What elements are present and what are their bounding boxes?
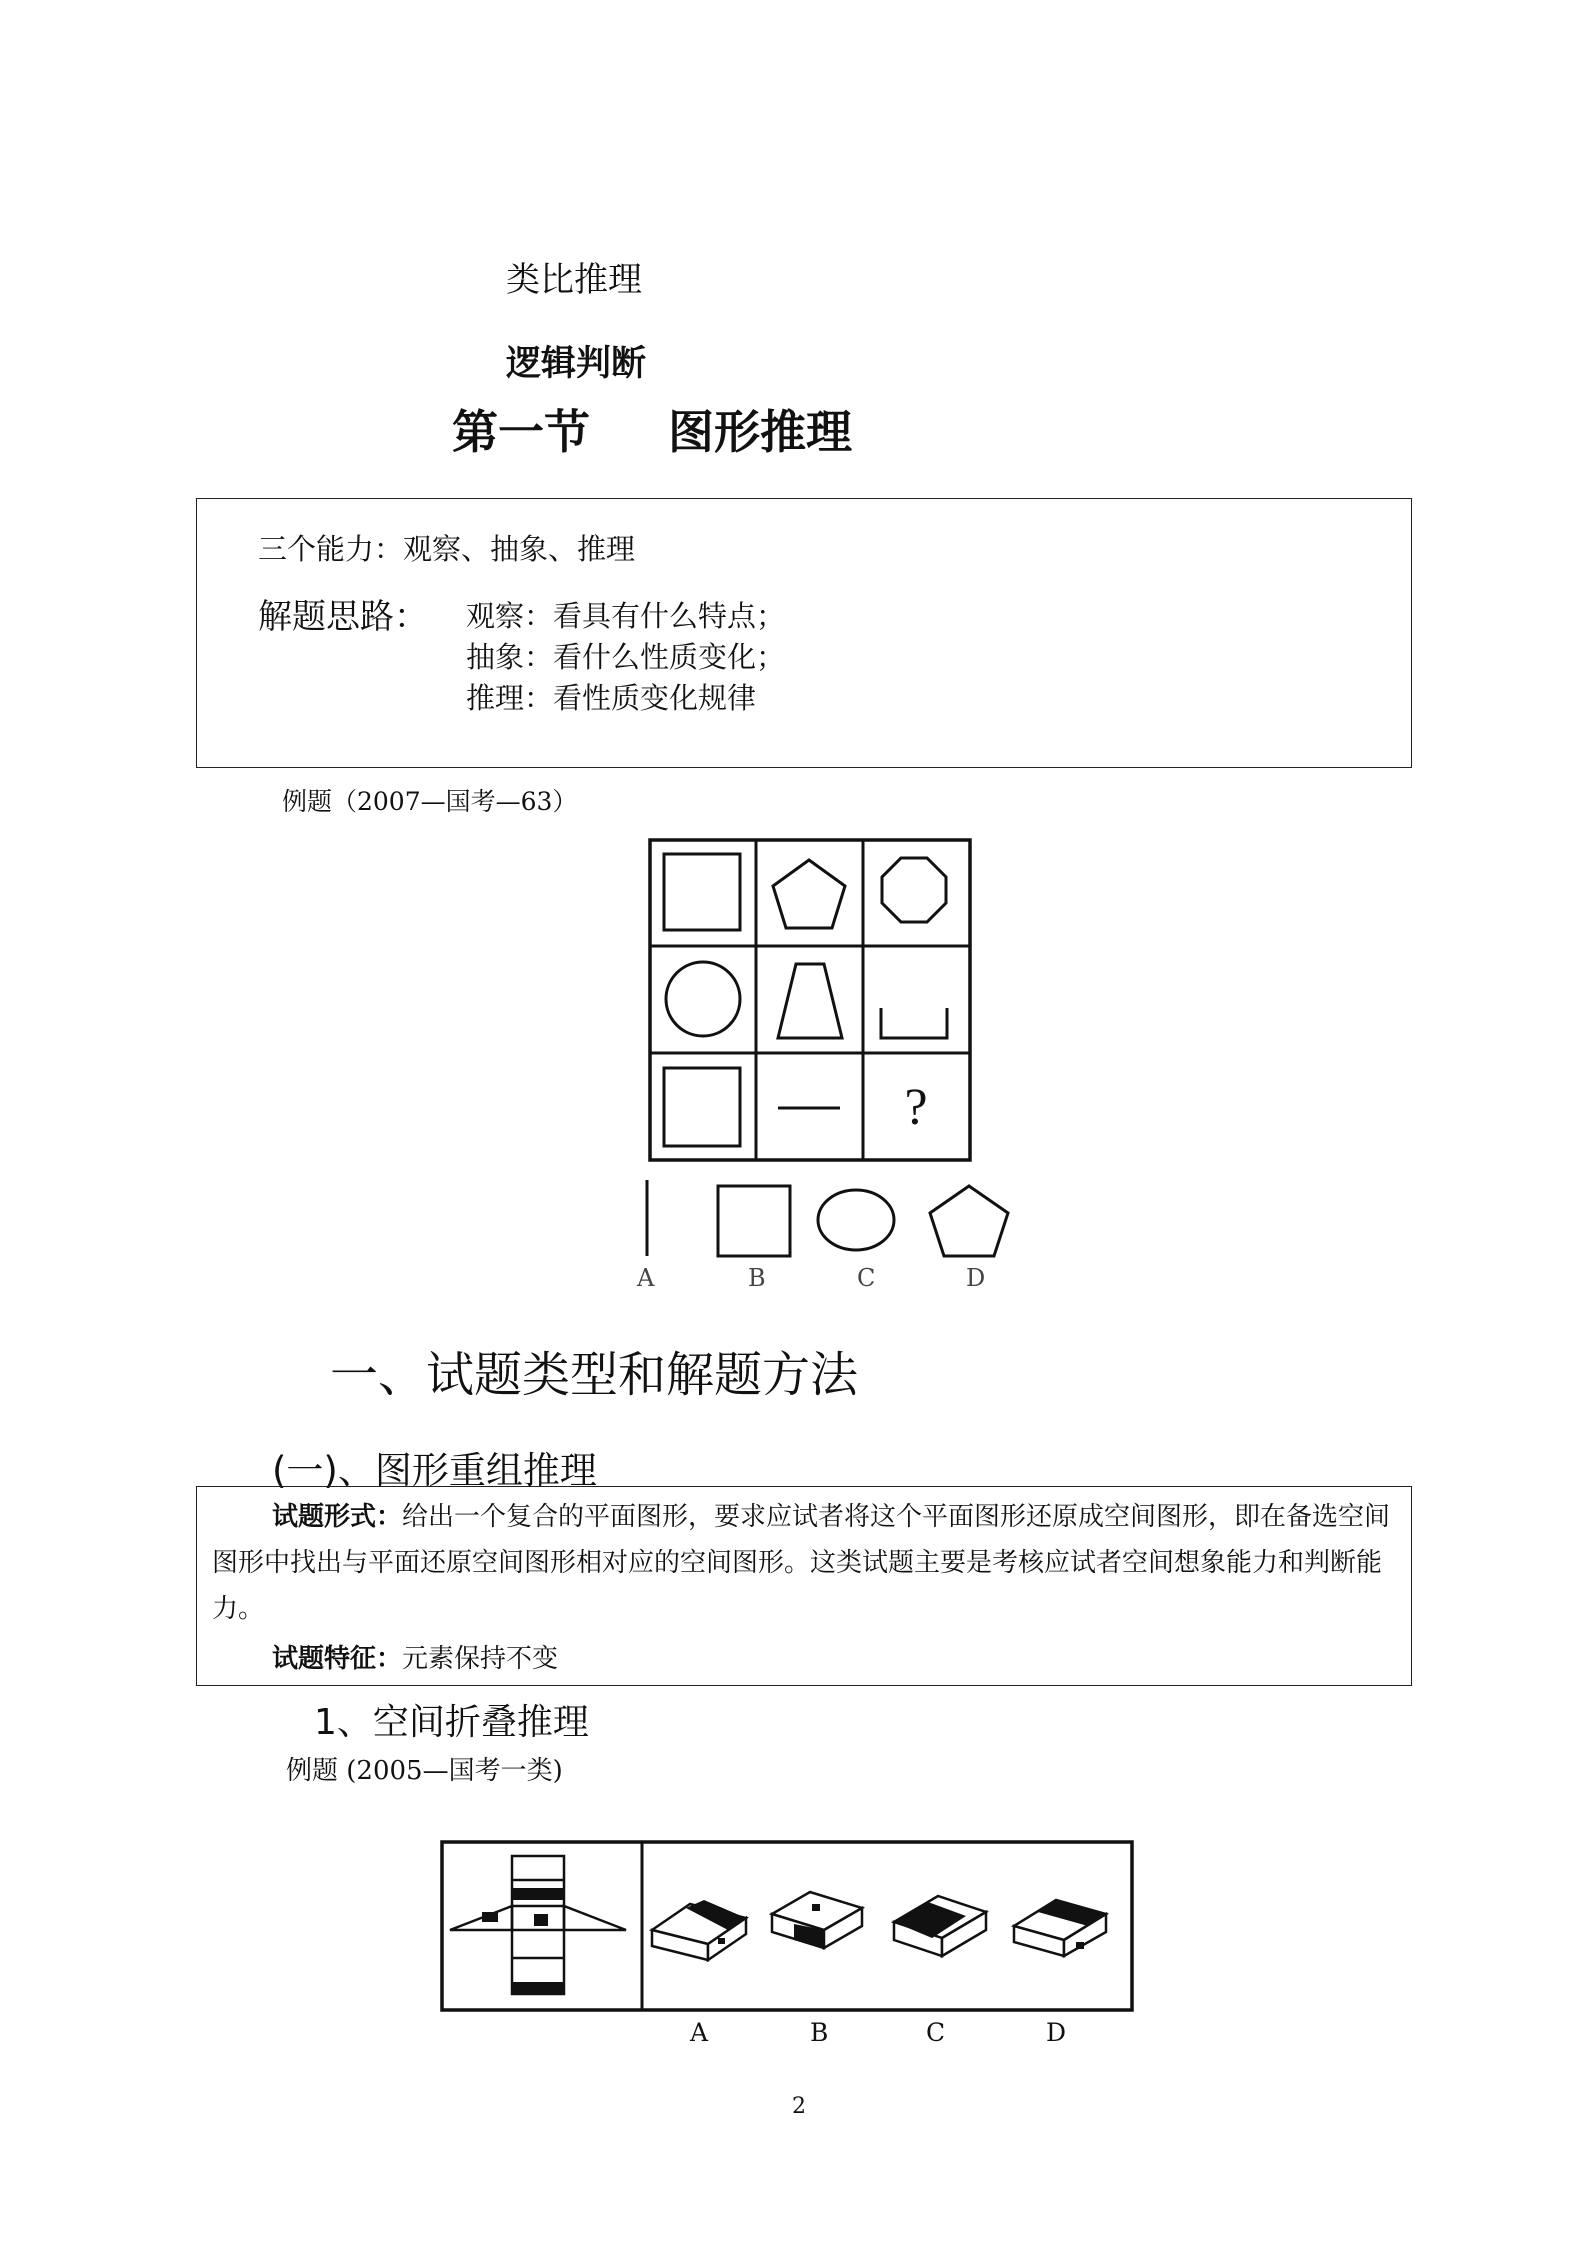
example1-caption: 例题（2007—国考—63） bbox=[282, 787, 578, 816]
form-text: 给出一个复合的平面图形，要求应试者将这个平面图形还原成空间图形，即在备选空间图形中找出与平面还原空间图形相对应的空间图形。这类试题主要是考核应试者空间想象能力和判断能力。 bbox=[212, 1502, 1391, 1624]
question-mark: ? bbox=[904, 1079, 928, 1136]
subtopic-heading: 类比推理 bbox=[506, 260, 642, 300]
example2-figure bbox=[442, 1842, 1132, 2012]
topic1-heading: 1、空间折叠推理 bbox=[314, 1702, 589, 1743]
approach-step-reason: 推理：看性质变化规律 bbox=[466, 681, 757, 715]
example1-options bbox=[640, 1180, 1040, 1260]
form-label: 试题形式： bbox=[272, 1502, 403, 1532]
subsection1-heading: (一)、图形重组推理 bbox=[272, 1449, 597, 1492]
cell-circle-shape bbox=[666, 962, 740, 1036]
example1-option-d-label: D bbox=[966, 1264, 986, 1292]
example1-option-c-label: C bbox=[857, 1264, 876, 1292]
form-paragraph bbox=[212, 1494, 1398, 1632]
section-title: 图形推理 bbox=[668, 405, 852, 459]
approach-step-observe: 观察：看具有什么特点； bbox=[466, 599, 786, 633]
page-number: 2 bbox=[792, 2094, 806, 2119]
option-c-ellipse-shape bbox=[818, 1190, 894, 1250]
example2-option-d-label: D bbox=[1046, 2018, 1067, 2047]
approach-step-abstract: 抽象：看什么性质变化； bbox=[466, 640, 786, 674]
option-b-square-shape bbox=[718, 1186, 790, 1256]
section-number: 第一节 bbox=[452, 405, 590, 459]
abilities-line: 三个能力：观察、抽象、推理 bbox=[258, 532, 636, 566]
example2-option-c-label: C bbox=[926, 2018, 946, 2047]
approach-label: 解题思路： bbox=[258, 597, 428, 637]
feature-text: 元素保持不变 bbox=[402, 1644, 559, 1674]
example2-option-b-label: B bbox=[810, 2018, 829, 2047]
cell-pentagon-shape bbox=[773, 860, 845, 928]
feature-label: 试题特征： bbox=[272, 1644, 403, 1674]
example2-option-a-label: A bbox=[690, 2018, 709, 2047]
option-d-pentagon-shape bbox=[930, 1186, 1008, 1256]
cell-trapezoid-shape bbox=[778, 964, 842, 1038]
cell-square-shape bbox=[664, 854, 740, 930]
example1-option-b-label: B bbox=[748, 1264, 766, 1292]
example2-caption: 例题 (2005—国考一类) bbox=[286, 1756, 563, 1786]
example1-grid bbox=[650, 840, 970, 1160]
chapter-heading: 逻辑判断 bbox=[506, 344, 647, 384]
cell-open-box-shape bbox=[881, 1008, 947, 1038]
example1-option-a-label: A bbox=[637, 1264, 655, 1292]
part1-heading: 一、试题类型和解题方法 bbox=[330, 1347, 859, 1403]
feature-paragraph bbox=[272, 1636, 1372, 1682]
cell-octagon-shape bbox=[882, 858, 946, 922]
cell-square-2-shape bbox=[664, 1068, 740, 1146]
